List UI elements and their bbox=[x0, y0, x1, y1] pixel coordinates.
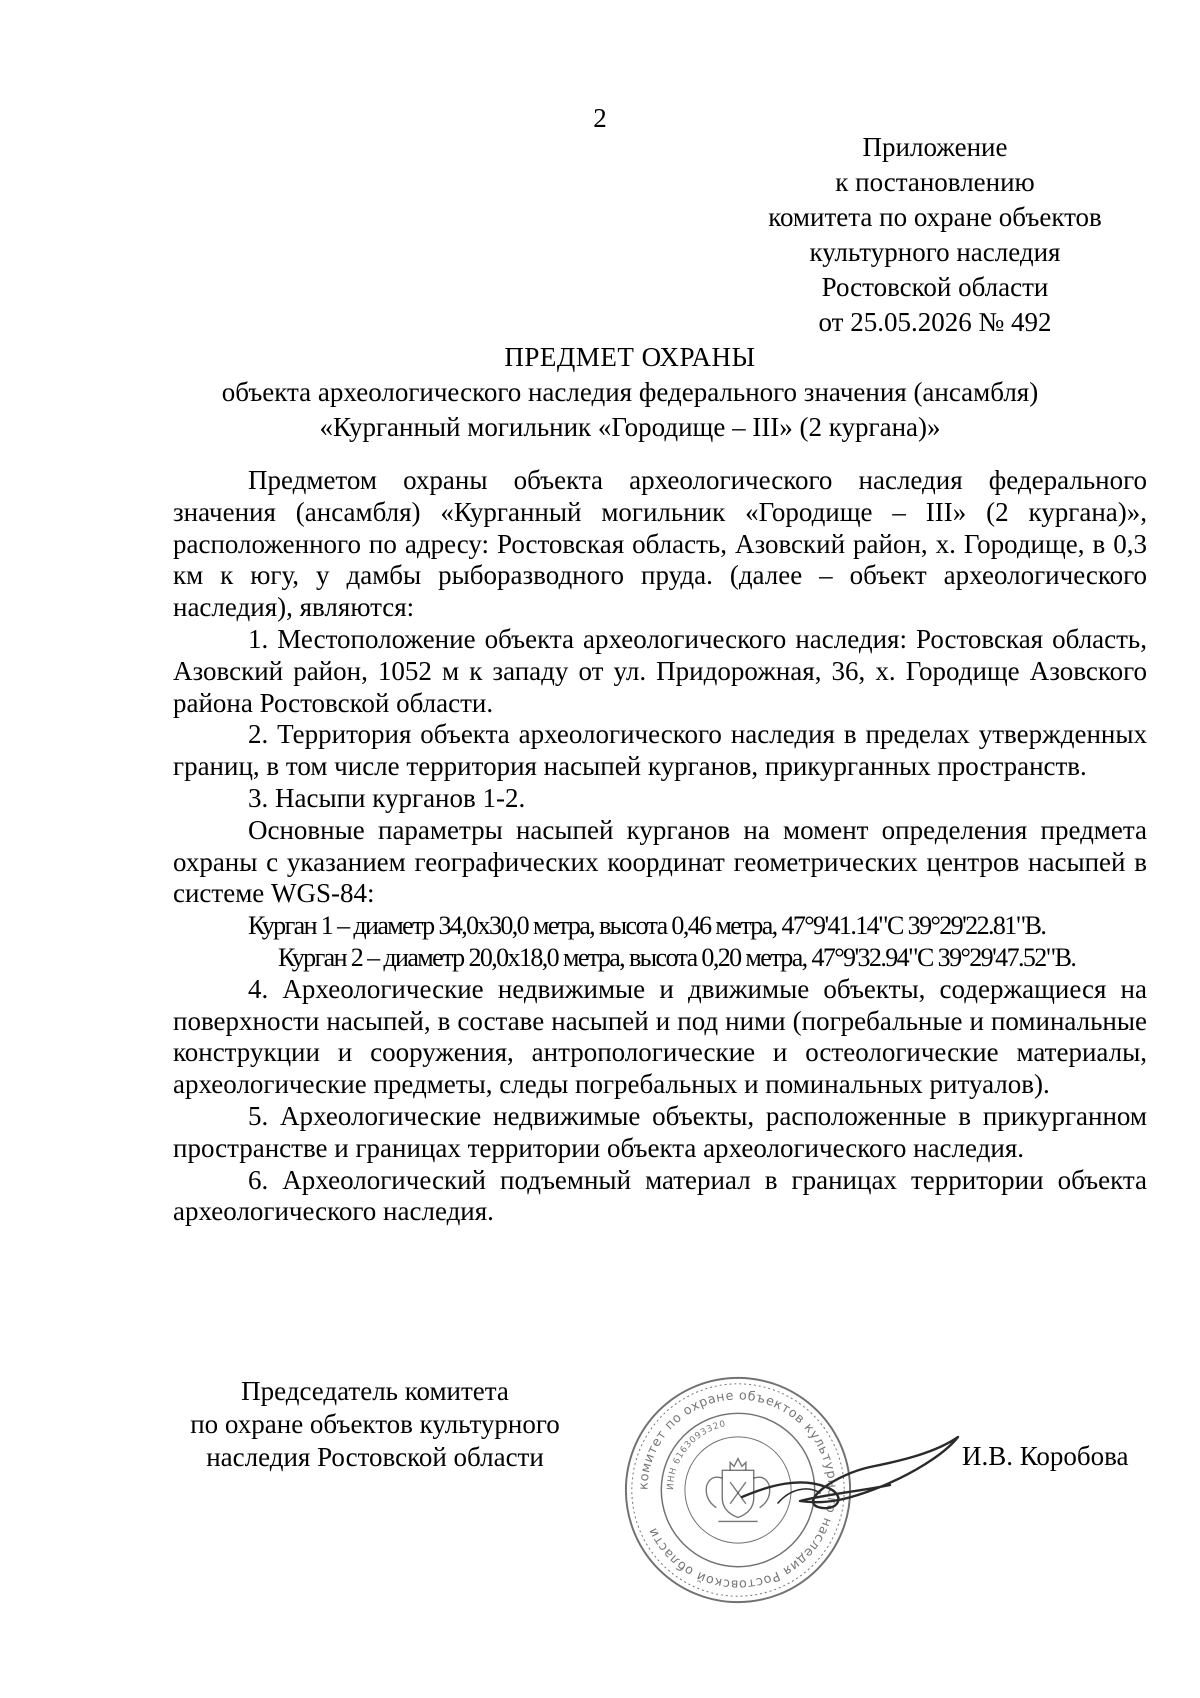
signature-block bbox=[150, 1375, 1200, 1615]
intro-paragraph: Предметом охраны объекта археологического наследия федерального значения (ансамбля) «Курганный могильник «Городище – III» (2 кургана)», расположенного по адресу: Ростовская область, Азовский район, х. Городище, в 0,3 км к югу, у дамбы рыборазводного пруда. (далее – объект археологического наследия), являются: bbox=[173, 465, 1147, 623]
appendix-line: Приложение bbox=[862, 132, 1008, 162]
signatory-position-line: наследия Ростовской области bbox=[206, 1442, 544, 1472]
title-heading: ПРЕДМЕТ ОХРАНЫ bbox=[504, 342, 756, 372]
kurgan-2-line: Курган 2 – диаметр 20,0х18,0 метра, высота 0,20 метра, 47°9'32.94"С 39°29'47.52"В. bbox=[278, 942, 1076, 972]
signatory-position bbox=[150, 1375, 600, 1474]
list-item-3: 3. Насыпи курганов 1-2. bbox=[248, 782, 526, 813]
title-subtitle: «Курганный могильник «Городище – III» (2 кургана)» bbox=[319, 412, 941, 442]
stamp-inner-text: ИНН 6163093320 bbox=[666, 1419, 728, 1491]
list-item-4: 4. Археологические недвижимые и движимые объекты, содержащиеся на поверхности насыпей, в составе насыпей и под ними (погребальные и поминальные конструкции и сооружения, антропологические и остеологические материалы, археологические предметы, следы погребальных и поминальных ритуалов). bbox=[173, 973, 1147, 1100]
handwritten-signature bbox=[730, 1415, 970, 1525]
title-subtitle: объекта археологического наследия федерального значения (ансамбля) bbox=[221, 377, 1039, 407]
page-number: 2 bbox=[593, 103, 607, 133]
appendix-line: Ростовской области bbox=[821, 272, 1049, 302]
signatory-position-line: по охране объектов культурного bbox=[190, 1409, 560, 1439]
stamp-outer-text: комитет по охране объектов культурного наследия Ростовской области bbox=[636, 1388, 840, 1592]
list-item-1: 1. Местоположение объекта археологического наследия: Ростовская область, Азовский район, 1052 м к западу от ул. Придорожная, 36, х. Городище Азовского района Ростовской области. bbox=[173, 623, 1147, 718]
appendix-header bbox=[720, 130, 1150, 340]
parameters-paragraph: Основные параметры насыпей курганов на момент определения предмета охраны с указанием географических координат геометрических центров насыпей в системе WGS-84: bbox=[173, 814, 1147, 909]
document-body bbox=[173, 465, 1147, 1228]
list-item-6: 6. Археологический подъемный материал в границах территории объекта археологического наследия. bbox=[173, 1164, 1147, 1227]
signatory-name: И.В. Коробова bbox=[962, 1441, 1129, 1471]
signatory-position-line: Председатель комитета bbox=[241, 1376, 509, 1406]
kurgan-1-line: Курган 1 – диаметр 34,0х30,0 метра, высота 0,46 метра, 47°9'41.14"С 39°29'22.81"В. bbox=[248, 911, 1046, 941]
list-item-5: 5. Археологические недвижимые объекты, расположенные в прикурганном пространстве и границах территории объекта археологического наследия. bbox=[173, 1100, 1147, 1163]
appendix-line: культурного наследия bbox=[809, 237, 1061, 267]
list-item-2: 2. Территория объекта археологического наследия в пределах утвержденных границ, в том числе территория насыпей курганов, прикурганных пространств. bbox=[173, 719, 1147, 782]
appendix-line: к постановлению bbox=[835, 167, 1035, 197]
appendix-line: от 25.05.2026 № 492 bbox=[818, 307, 1052, 337]
appendix-line: комитета по охране объектов bbox=[768, 202, 1102, 232]
document-title bbox=[150, 340, 1110, 445]
